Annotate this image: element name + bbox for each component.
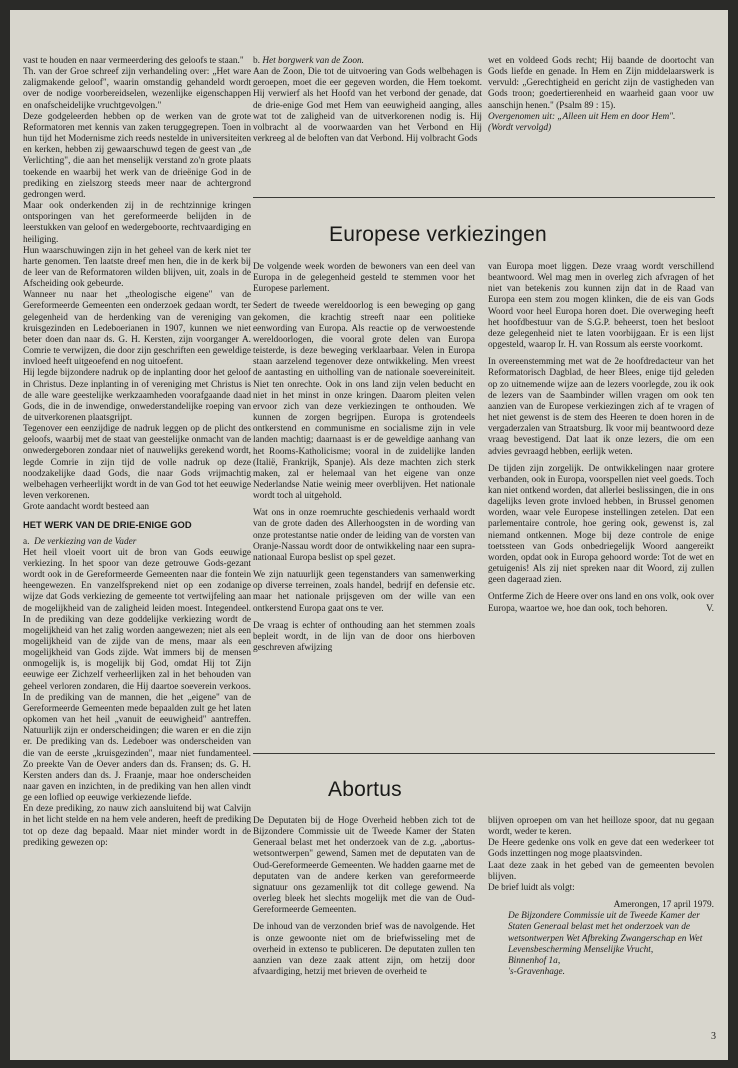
paragraph: De Heere gedenke ons volk en geve dat een wederkeer tot Gods inzettingen nog moge plaatsvinden.	[488, 838, 714, 860]
paragraph: We zijn natuurlijk geen tegenstanders van samenwerking op diverse terreinen, zoals handel, bedrijf en defensie etc. maar het nationale prijsgeven om der wille van een ontkerstend Europa gaat ons te ver.	[253, 570, 475, 614]
paragraph: En deze prediking, zo nauw zich aansluitend bij wat Calvijn in het licht stelde en na hem vele anderen, heeft de prediking tot op deze dag bepaald. Maar niet minder wordt in de prediking gewezen op:	[23, 804, 251, 848]
paragraph: van Europa moet liggen. Deze vraag wordt verschillend beantwoord. Wel mag men in overleg zich afvragen of het niet van betekenis zou kunnen zijn dat in de Raad van Europa een stem zou mogen klinken, die de eis van Gods Woord voor heel Europa horen doet. Die overweging heeft het hoofdbestuur van de S.G.P. beheerst, toen het besloot deze gelegenheid niet te laten voorbijgaan. Er is een lijst opgesteld, waarop Ir. H. van Rossum als eerste voorkomt.	[488, 262, 714, 351]
divider	[253, 197, 715, 198]
letter-street: Binnenhof 1a,	[508, 955, 561, 966]
article-title-abortus: Abortus	[328, 778, 402, 801]
paragraph: wet en voldeed Gods recht; Hij baande de doortocht van Gods liefde en genade. In Hem en Zijn middelaarswerk is vervuld: „Gerechtigheid en gericht zijn de vastigheden van Gods troon; goedertierenheid en waarheid gaan voor uw aanschijn henen." (Psalm 89 : 15).	[488, 56, 714, 111]
paragraph: De volgende week worden de bewoners van een deel van Europa in de gelegenheid gesteld te stemmen voor het Europese parlement.	[253, 262, 475, 295]
paragraph: Deze godgeleerden hebben op de werken van de grote Reformatoren met kennis van zaken teruggegrepen. Toen in hun tijd het Modernisme zich reeds nestelde in universiteiten en kerken, hebben zij gewaarschuwd tegen de geest van „de Verlichting", die aan het menselijk verstand zo'n grote plaats toekende en waarbij het werk van de drieënige God in de prediking en zielszorg steeds meer naar de achtergrond gedrongen werd.	[23, 111, 251, 200]
paragraph: Tegenover een eenzijdige de nadruk leggen op de plicht des geloofs, waarbij met de staat van geestelijke onmacht van de onwedergeboren zondaar niet of nauwelijks gerekend wordt, legde Comrie in zijn tijd de volle nadruk op deze noodzakelijke daad Gods, die naar Gods vrijmachtig welbehagen verheerlijkt wordt in de van God tot het eeuwige leven verkorenen.	[23, 424, 251, 502]
continued-note: (Wordt vervolgd)	[488, 122, 552, 133]
europese-column-left	[253, 262, 475, 654]
subsection-title: Het borgwerk van de Zoon.	[262, 56, 364, 66]
abortus-column-left	[253, 816, 475, 978]
subsection-heading	[253, 56, 482, 67]
paragraph: De brief luidt als volgt:	[488, 882, 575, 893]
subsection-label: a.	[23, 536, 30, 547]
paragraph: Hij legde bijzondere nadruk op de inplanting door het geloof in Christus. Deze inplanting in of vereniging met Christus is de alle ware geestelijke werkzaamheden voorafgaande daad Gods, die in de inwendige, onwederstandelijke roeping van de uitverkorenen plaatsgrijpt.	[23, 368, 251, 423]
subsection-label: b.	[253, 56, 260, 66]
paragraph: blijven oproepen om van het heilloze spoor, dat nu gegaan wordt, weder te keren.	[488, 816, 714, 838]
paragraph: Wanneer nu naar het „theologische eigene" van de Gereformeerde Gemeenten een onderzoek gedaan wordt, ter gelegenheid van de herdenking van de vereniging van kruisgezinden en Ledeboerianen in 1907, kunnen we niet beter doen dan naar ds. G. H. Kersten, zijn voorganger A. Comrie te verwijzen, die door zijn geschriften een geweldige invloed heeft uitgeoefend en nog uitoefent.	[23, 290, 251, 368]
signature: V.	[706, 603, 714, 614]
source-note: Overgenomen uit: „Alleen uit Hem en door Hem".	[488, 111, 676, 122]
abortus-column-right	[488, 816, 714, 978]
subsection-heading	[23, 537, 251, 548]
page-number: 3	[711, 1031, 716, 1042]
paragraph: In overeenstemming met wat de 2e hoofdredacteur van het Reformatorisch Dagblad, de heer Blees, enige tijd geleden op zo uitnemende wijze aan de lezers voorlegde, zou ik ook de lezers van de Saambinder willen vragen om ook ten aanzien van de Europese verkiezingen zich af te vragen of het niet gewenst is de stem des Heeren te doen horen in de vergaderzalen van Straatsburg. Ik voor mij beantwoord deze vraag bevestigend. Dat laat ik onze lezers, die om een advies gevraagd hebben, eerlijk weten.	[488, 357, 714, 457]
paragraph: Het heil vloeit voort uit de bron van Gods eeuwige verkiezing. In het spoor van deze getrouwe Gods-gezant wordt ook in de Gereformeerde Gemeenten naar die fontein heengewezen. En vanzelfsprekend niet op een zodanige wijze dat Gods verkiezing de gemeente tot vertwijfeling aan de mogelijkheid van de zaligheid leiden moest. Integendeel. In de prediking van deze goddelijke verkiezing wordt de mogelijkheid van het zalig worden aangewezen; niet als een mogelijkheid van de zijde van de mens, maar als een mogelijkheid van Gods zijde. Wat immers bij de mensen onmogelijk is, is mogelijk bij God, omdat Hij tot Zijn eeuwige eer Zichzelf verheerlijken zal in het behouden van geheel verloren zondaren, die Hij daartoe soeverein verkoos. In de prediking van de mannen, die het „eigene" van de Gereformeerde Gemeenten mede bepaalden zult ge het laten opkomen van het heil „vanuit de eeuwigheid" aantreffen. Natuurlijk zijn er onderscheidingen; die waren er en die zijn er. De prediking van ds. Ledeboer was onderscheiden van die van de eerste „kruisgezinden", maar niet fundamenteel. Zo preekte Van de Oever anders dan ds. Fransen; ds. G. H. Kersten anders dan ds. J. Fraanje, maar hoe onderscheiden naar gaven en inzichten, in de prediking van hen allen vindt ge een loflied op eeuwige verkiezende liefde.	[23, 547, 251, 804]
paragraph: Hun waarschuwingen zijn in het geheel van de kerk niet ter harte genomen. Ten laatste dreef men hen, die in de kerk bij de leer van de Reformatoren wilden blijven, uit, zoals in de Afscheiding ook gebeurde.	[23, 245, 251, 290]
newspaper-page	[10, 10, 728, 1060]
column-right	[488, 56, 714, 134]
paragraph: Maar ook onderkenden zij in de rechtzinnige kringen ontsporingen van het gereformeerde belijden in de leerstukken van geloof en wedergeboorte, rechtvaardiging en heiliging.	[23, 201, 251, 245]
letter-addressee: De Bijzondere Commissie uit de Tweede Kamer der Staten Generaal belast met het onderzoek van de wetsontwerpen Wet Afbreking Zwangerschap en Wet Levensbescherming Menselijke Vrucht,	[508, 911, 703, 955]
paragraph: De tijden zijn zorgelijk. De ontwikkelingen naar grotere verbanden, ook in Europa, voorspellen niet veel goeds. Toch kan niet ontkend worden, dat allerlei beslissingen, die in ons dagelijks leven grote invloed hebben, in Brussel genomen worden, waar vele Europese instellingen zetelen. Dat een parlementaire controle, hoe gering ook, gewenst is, zal niemand ontkennen. Moge bij deze controle de enige toetssteen van Gods onbedriegelijk Woord aangereikt worden, opdat ook in Europa gehoord worde: Tot de wet en getuigenis! Als zij niet spreken naar dit Woord, zij zullen geen dageraad zien.	[488, 463, 714, 586]
column-middle	[253, 56, 482, 145]
paragraph: Aan de Zoon, Die tot de uitvoering van Gods welbehagen is geroepen, moet die eer gegeven worden, die Hem toekomt. Hij verwierf als het Hoofd van het verbond der genade, dat de drie-enige God met Hem van eeuwigheid aanging, alles wat tot de zaligheid van de uitverkorenen nodig is. Hij volbracht al de voorwaarden van het Verbond en Hij verkreeg al de beloften van dat Verbond. Hij volbracht Gods	[253, 67, 482, 145]
paragraph: De Deputaten bij de Hoge Overheid hebben zich tot de Bijzondere Commissie uit de Tweede Kamer der Staten Generaal belast met het onderzoek van de z.g. „abortus-wetsontwerpen" gewend, Samen met de deputaten van de Oud-Gereformeerde Gemeenten. We hadden gaarne met de deputaten van de andere kerken van gereformeerde signatuur ons gezamenlijk tot dit college gewend. Na overleg bleek het slechts mogelijk met die van de Oud-Gereformeerde Gemeenten.	[253, 816, 475, 916]
paragraph: Sedert de tweede wereldoorlog is een beweging op gang gekomen, die krachtig streeft naar een politieke eenwording van Europa. Als reactie op de verwoestende wereldoorlogen, die vooral grote delen van Europa teisterde, is deze beweging verklaarbaar. Velen in Europa staan aarzelend tegenover deze ontwikkeling. Men vreest de aantasting en uitholling van de nationale soevereiniteit. Niet ten onrechte. Ook in ons land zijn velen beducht en niet in het minst in onze kringen. Daarom pleiten velen ervoor zich van deze verkiezingen te onthouden. We kunnen de zorgen begrijpen. Europa is grotendeels ontkerstend en communisme en socialisme zijn in vele landen machtig; daarnaast is er de geweldige aanhang van het Rooms-Katholicisme; vooral in de zuidelijke landen (Italië, Frankrijk, Spanje). Als deze machten zich sterk maken, zal er helemaal van het eigene van onze Nederlandse Natie weinig meer overblijven. Het nationale wordt toch al uitgehold.	[253, 301, 475, 502]
divider	[253, 753, 715, 754]
paragraph: Laat deze zaak in het gebed van de gemeenten bevolen blijven.	[488, 860, 714, 882]
subsection-title: De verkiezing van de Vader	[34, 536, 137, 547]
column-left	[23, 56, 251, 849]
letter-date: Amerongen, 17 april 1979.	[613, 900, 714, 911]
europese-column-right	[488, 262, 714, 615]
paragraph: Th. van der Groe schreef zijn verhandeling over: „Het ware zaligmakende geloof", waarin omstandig gehandeld wordt over de nodige voorbereidselen, wezenlijke eigenschappen en onafscheidelijke vruchtgevolgen."	[23, 67, 251, 111]
section-heading: HET WERK VAN DE DRIE-ENIGE GOD	[23, 519, 192, 531]
paragraph: Wat ons in onze roemruchte geschiedenis verhaald wordt van de grote daden des Allerhoogsten in de wording van onze protestantse natie onder de leiding van de vorsten van Oranje-Nassau wordt door de ontwikkeling naar een supra-nationaal Europa beslist op spel gezet.	[253, 508, 475, 563]
paragraph: De vraag is echter of onthouding aan het stemmen zoals bepleit wordt, in de lijn van de door ons hierboven geschreven afwijzing	[253, 620, 475, 653]
paragraph: vast te houden en naar vermeerdering des geloofs te staan."	[23, 56, 244, 66]
paragraph: De inhoud van de verzonden brief was de navolgende. Het is onze gewoonte niet om de briefwisseling met de overheid in extenso te publiceren. De deputaten zullen ten aanzien van deze zaak attent zijn, om hetzij door afvaardiging, hetzij met brieven de overheid te	[253, 922, 475, 978]
paragraph	[488, 592, 714, 614]
closing-text: Ontferme Zich de Heere over ons land en ons volk, ook over Europa, waartoe we, hoe dan ook, toch behoren.	[488, 592, 714, 614]
article-title-europese: Europese verkiezingen	[329, 223, 547, 246]
letter-city: 's-Gravenhage.	[508, 967, 565, 978]
paragraph: Grote aandacht wordt besteed aan	[23, 502, 149, 513]
